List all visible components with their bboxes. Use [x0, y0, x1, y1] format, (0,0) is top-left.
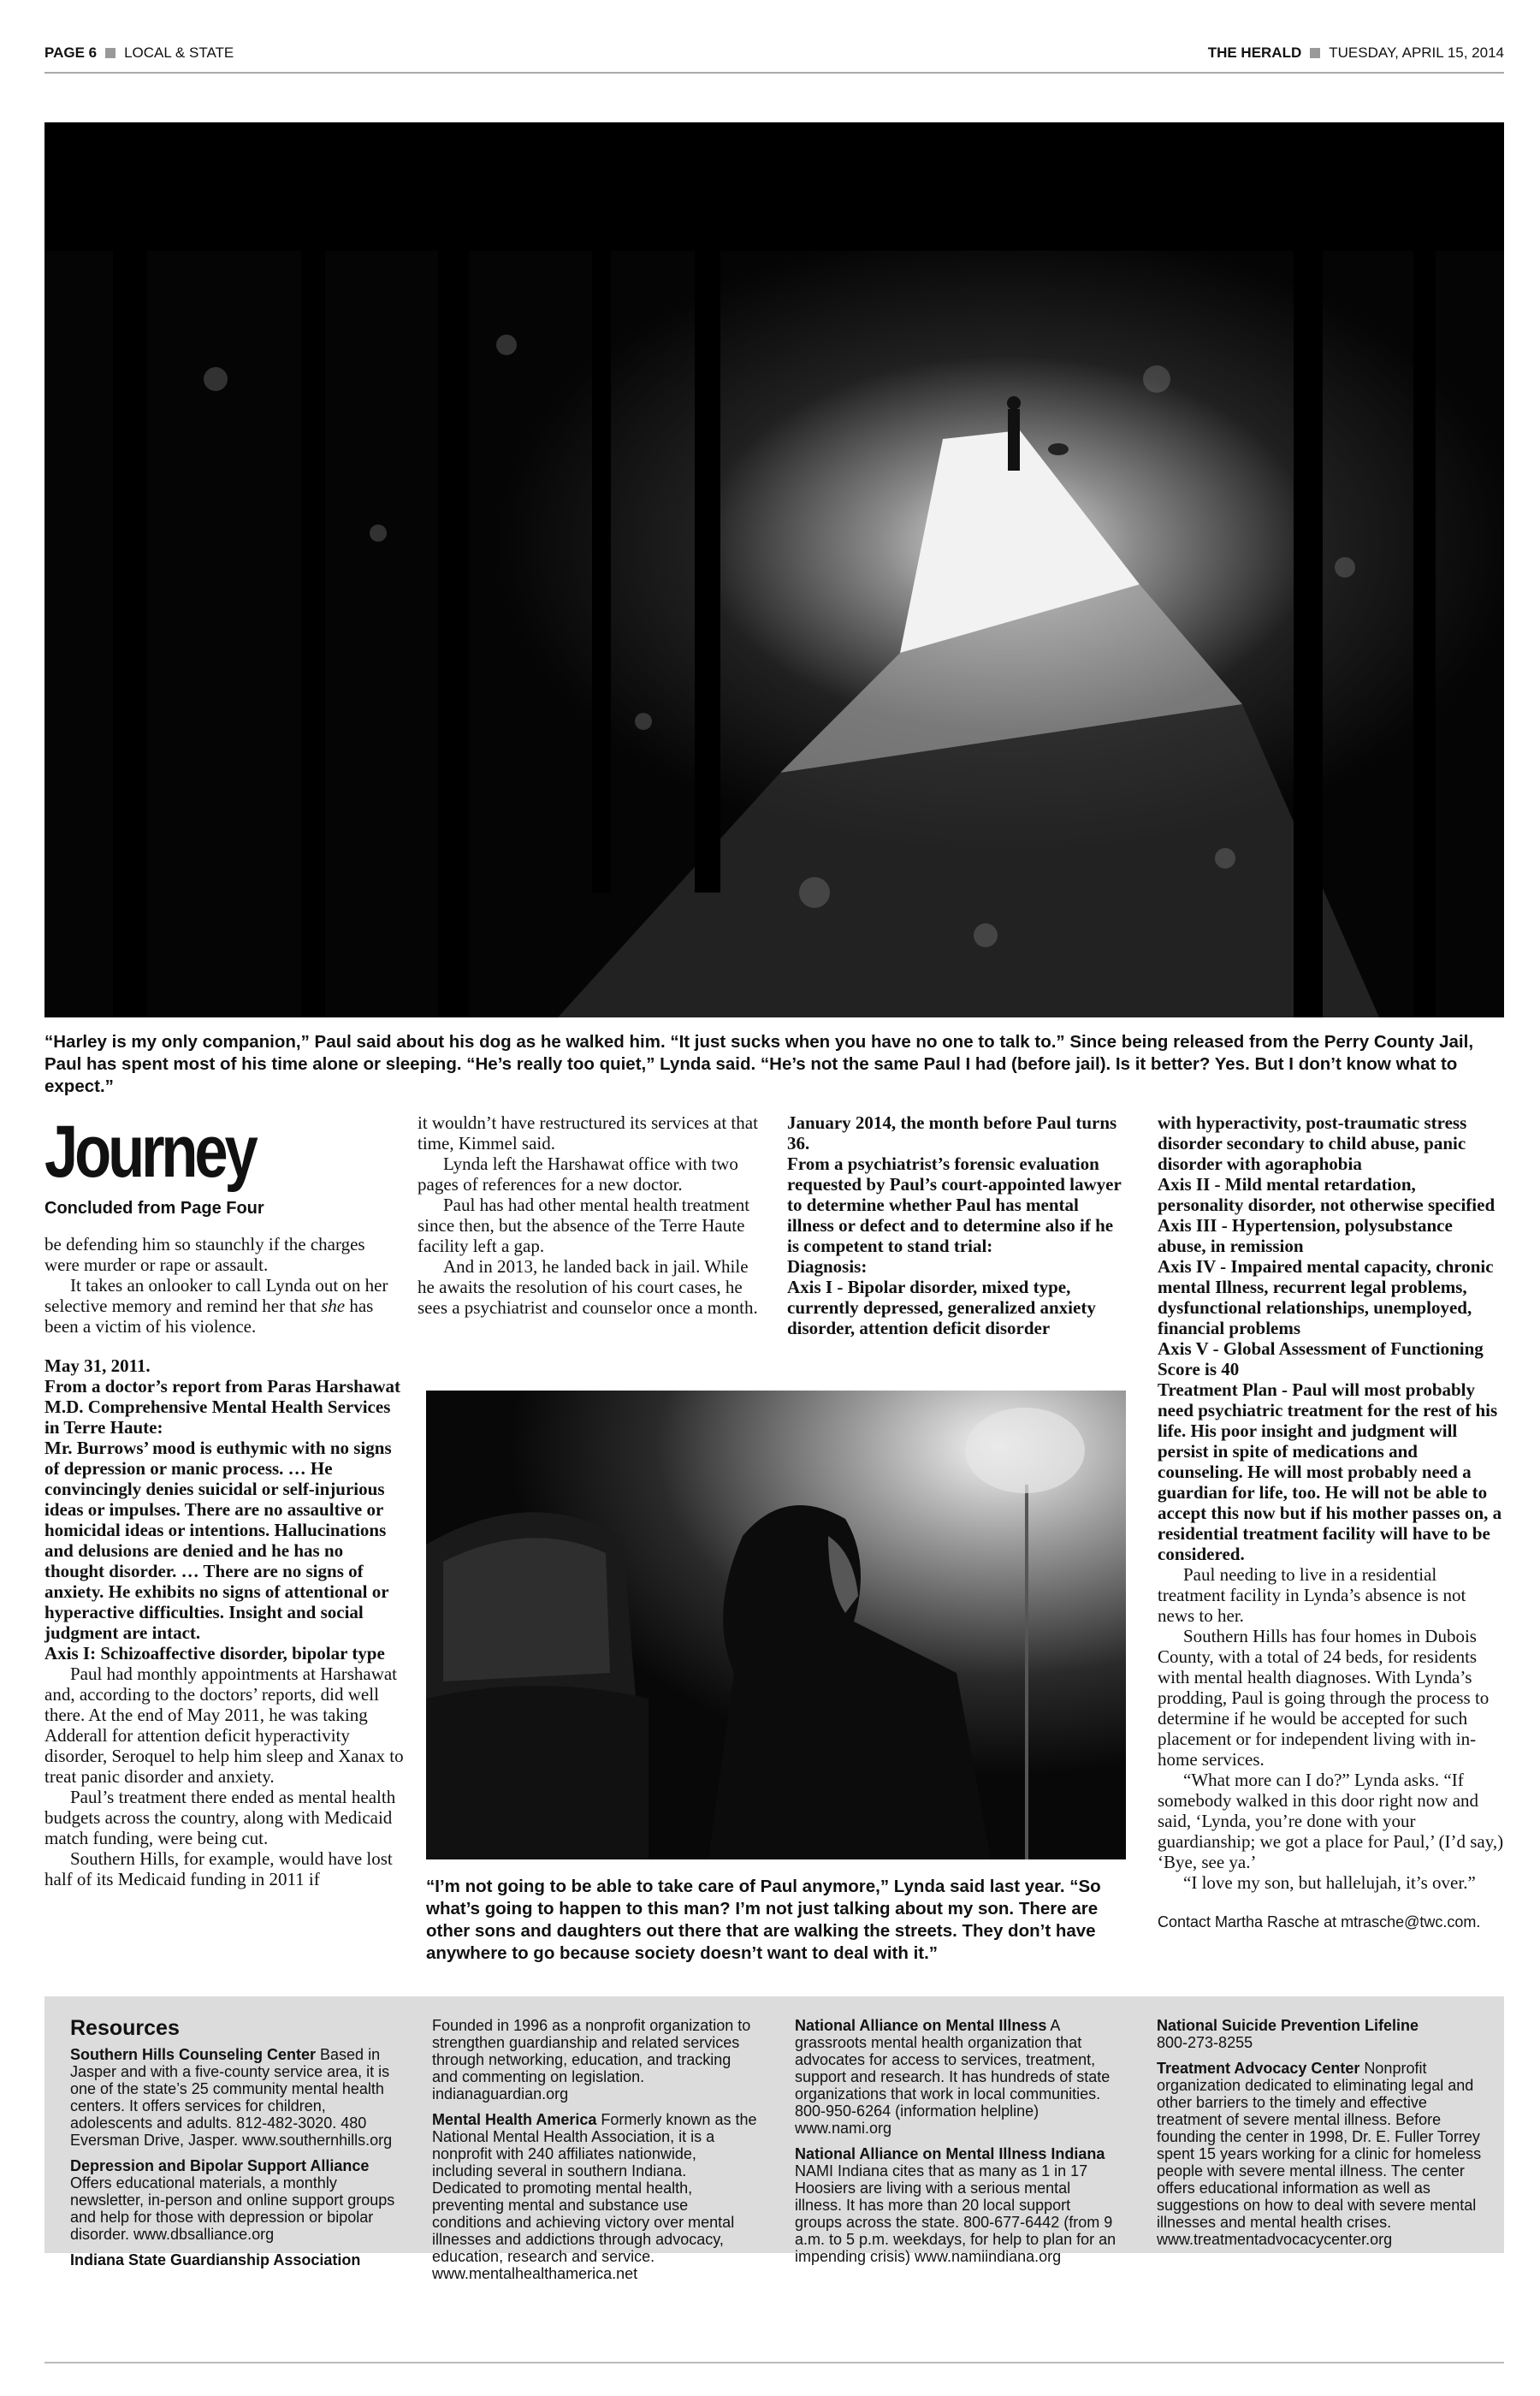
paragraph: Southern Hills, for example, would have lost half of its Medicaid funding in 2011 if: [44, 1848, 393, 1889]
page-number: PAGE 6: [44, 44, 98, 61]
paragraph: And in 2013, he landed back in jail. While he awaits the resolution of his court cases, he sees a psychiatrist and counselor once a month.: [418, 1256, 758, 1318]
paragraph: Southern Hills has four homes in Dubois County, with a total of 24 beds, for residents with mental health diagnoses. With Lynda’s prodding, Paul is going through the process to determine if he would be accepted for such placement or for independent living with in-home services.: [1158, 1626, 1490, 1770]
resource-text: Formerly known as the National Mental Health Association, it is a nonprofit with 240 affiliates nationwide, including several in southern Indiana. Dedicated to promoting mental health, preventing mental and substance use conditions and achieving victory over mental illnesses and addictions through advocacy, education, research and service. www.mentalhealthamerica.net: [432, 2111, 757, 2282]
contact-line: Contact Martha Rasche at mtrasche@twc.com.: [1158, 1913, 1481, 1930]
resource-text: NAMI Indiana cites that as many as 1 in 17 Hoosiers are living with a serious mental illness. It has more than 20 local support groups across the state. 800-677-6442 (from 9 a.m. to 5 p.m. weekdays, for help to plan for an impending crisis) www.namiindiana.org: [795, 2162, 1116, 2265]
page-header: [44, 43, 1504, 74]
text-span: It takes an onlooker to call Lynda out on her selective memory and remind her that: [44, 1275, 388, 1316]
resource-name: Treatment Advocacy Center: [1157, 2060, 1360, 2077]
resource-item: [70, 2251, 395, 2268]
paragraph: “I love my son, but hallelujah, it’s over.”: [1183, 1872, 1476, 1893]
forest-path-photo: [44, 122, 1504, 1017]
resources-title: Resources: [70, 2016, 180, 2040]
resource-item: [1157, 2060, 1486, 2248]
paragraph: Lynda left the Harshawat office with two pages of references for a new doctor.: [418, 1154, 738, 1195]
doctor-report-excerpt: May 31, 2011. From a doctor’s report from Paras Harshawat M.D. Comprehensive Mental Health Services in Terre Haute: Mr. Burrows’ mood is euthymic with no signs of depression or manic process. … He convincingly denies suicidal or self-injurious ideas or impulses. There are no assaultive or homicidal ideas or intentions. Hallucinations and delusions are denied and he has no thought disorder. … There are no signs of anxiety. He exhibits no signs of attentional or hyperactive difficulties. Insight and social judgment are intact. Axis I: Schizoaffective disorder, bipolar type: [44, 1355, 401, 1664]
paragraph: Paul’s treatment there ended as mental health budgets across the country, along with Medicaid match funding, were being cut.: [44, 1787, 396, 1848]
paragraph: “What more can I do?” Lynda asks. “If somebody walked in this door right now and said, ‘Lynda, you’re done with your guardianship; we got a place for Paul,’ (I’d say,) ‘Bye, see ya.’: [1158, 1770, 1504, 1872]
section-name: LOCAL & STATE: [124, 44, 234, 61]
lynda-portrait-photo: [426, 1391, 1126, 1859]
psychiatrist-evaluation: January 2014, the month before Paul turns 36. From a psychiatrist’s forensic evaluation requested by Paul’s court-appointed lawyer to determine whether Paul has mental illness or defect and to determine also if he is competent to stand trial: Diagnosis: Axis I - Bipolar disorder, mixed type, currently depressed, generalized anxiety disorder, attention deficit disorder: [787, 1112, 1122, 1338]
separator-square-icon: [1310, 48, 1320, 58]
resources-column-4: [1157, 2017, 1486, 2257]
resource-name: National Alliance on Mental Illness: [795, 2017, 1047, 2034]
resource-text: Based in Jasper and with a five-county service area, it is one of the state’s 25 community mental health centers. It offers services for children, adolescents and adults. 812-482-3020. 480 Eversman Drive, Jasper. www.southernhills.org: [70, 2046, 393, 2149]
mid-photo-caption: “I’m not going to be able to take care of Paul anymore,” Lynda said last year. “So what’s going to happen to this man? I’m not just talking about my son. There are other sons and daughters out there that are walking the streets. They don’t have anywhere to go because society doesn’t want to deal with it.”: [426, 1877, 1101, 1963]
resource-name: Depression and Bipolar Support Alliance: [70, 2157, 370, 2174]
resource-name: National Alliance on Mental Illness Indiana: [795, 2145, 1105, 2162]
article-column-2: [418, 1112, 760, 1318]
resource-text: Nonprofit organization dedicated to eliminating legal and other barriers to the timely and effective treatment of severe mental illness. Before founding the center in 1998, Dr. E. Fuller Torrey spent 15 years working for a clinic for homeless people with severe mental illness. The center offers educational information as well as suggestions on how to deal with severe mental illnesses and mental health crises. www.treatmentadvocacycenter.org: [1157, 2060, 1482, 2248]
paragraph: Paul has had other mental health treatment since then, but the absence of the Terre Haute facility left a gap.: [418, 1195, 750, 1256]
separator-square-icon: [105, 48, 116, 58]
resource-item: [795, 2017, 1120, 2137]
resource-name: Mental Health America: [432, 2111, 597, 2128]
column-1-text: [44, 1234, 404, 1889]
article-title: Journey: [44, 1111, 255, 1193]
paragraph: Paul had monthly appointments at Harshawat and, according to the doctors’ reports, did well there. At the end of May 2011, he was taking Adderall for attention deficit hyperactivity disorder, Seroquel to help him sleep and Xanax to treat panic disorder and anxiety.: [44, 1664, 404, 1787]
jump-line: Concluded from Page Four: [44, 1199, 264, 1218]
paragraph: be defending him so staunchly if the charges were murder or rape or assault.: [44, 1234, 365, 1275]
resource-item: [70, 2046, 395, 2149]
resources-column-3: [795, 2017, 1120, 2274]
forest-path-image: [44, 122, 1504, 1017]
resources-column-2: [432, 2017, 757, 2291]
header-left: [44, 44, 234, 62]
resource-name: National Suicide Prevention Lifeline: [1157, 2017, 1419, 2034]
resource-text: Offers educational materials, a monthly newsletter, in-person and online support groups and help for those with depression or bipolar disorder. www.dbsalliance.org: [70, 2174, 395, 2243]
newspaper-name: THE HERALD: [1207, 44, 1302, 61]
article-column-4: [1158, 1112, 1504, 1932]
footer-divider: [44, 2362, 1504, 2363]
resource-item: [795, 2145, 1120, 2265]
text-span: has been a victim of his violence.: [44, 1296, 374, 1337]
paragraph: Paul needing to live in a residential treatment facility in Lynda’s absence is not news to her.: [1158, 1564, 1466, 1626]
resource-item: Founded in 1996 as a nonprofit organization to strengthen guardianship and related services through networking, education, and tracking and commenting on legislation. indianaguardian.org: [432, 2017, 751, 2102]
header-right: [1208, 44, 1504, 62]
issue-date: TUESDAY, APRIL 15, 2014: [1329, 44, 1504, 61]
evaluation-continued: with hyperactivity, post-traumatic stress disorder secondary to child abuse, panic disorder with agoraphobia Axis II - Mild mental retardation, personality disorder, not otherwise specified Axis III - Hypertension, polysubstance abuse, in remission Axis IV - Impaired mental capacity, chronic mental Illness, recurrent legal problems, dysfunctional relationships, unemployed, financial problems Axis V - Global Assessment of Functioning Score is 40 Treatment Plan - Paul will most probably need psychiatric treatment for the rest of his life. His poor insight and judgment will persist in spite of medications and counseling. He will most probably need a guardian for life, too. He will not be able to accept this now but if his mother passes on, a residential treatment facility will have to be considered.: [1158, 1112, 1502, 1564]
resource-name: Indiana State Guardianship Association: [70, 2251, 361, 2268]
paragraph: it wouldn’t have restructured its services at that time, Kimmel said.: [418, 1112, 758, 1154]
resources-box: [44, 1996, 1504, 2282]
resource-item: [1157, 2017, 1486, 2051]
emphasis: she: [321, 1296, 346, 1316]
paragraph: [44, 1275, 404, 1337]
resources-column-1: [70, 2015, 395, 2277]
article-column-1: [44, 1111, 404, 1889]
resource-item: [432, 2111, 757, 2282]
top-photo-caption: “Harley is my only companion,” Paul said about his dog as he walked him. “It just sucks when you have no one to talk to.” Since being released from the Perry County Jail, Paul has spent most of his time alone or sleeping. “He’s really too quiet,” Lynda said. “He’s not the same Paul I had (before jail). Is it better? Yes. But I don’t know what to expect.”: [44, 1032, 1474, 1096]
resource-text: 800-273-8255: [1157, 2034, 1253, 2051]
resource-item: [70, 2157, 395, 2243]
resource-name: Southern Hills Counseling Center: [70, 2046, 317, 2063]
resource-text: A grassroots mental health organization that advocates for access to services, treatment, support and research. It has hundreds of state organizations that work in local communities. 800-950-6264 (information helpline) www.nami.org: [795, 2017, 1111, 2137]
lynda-portrait-image: [426, 1391, 1126, 1859]
